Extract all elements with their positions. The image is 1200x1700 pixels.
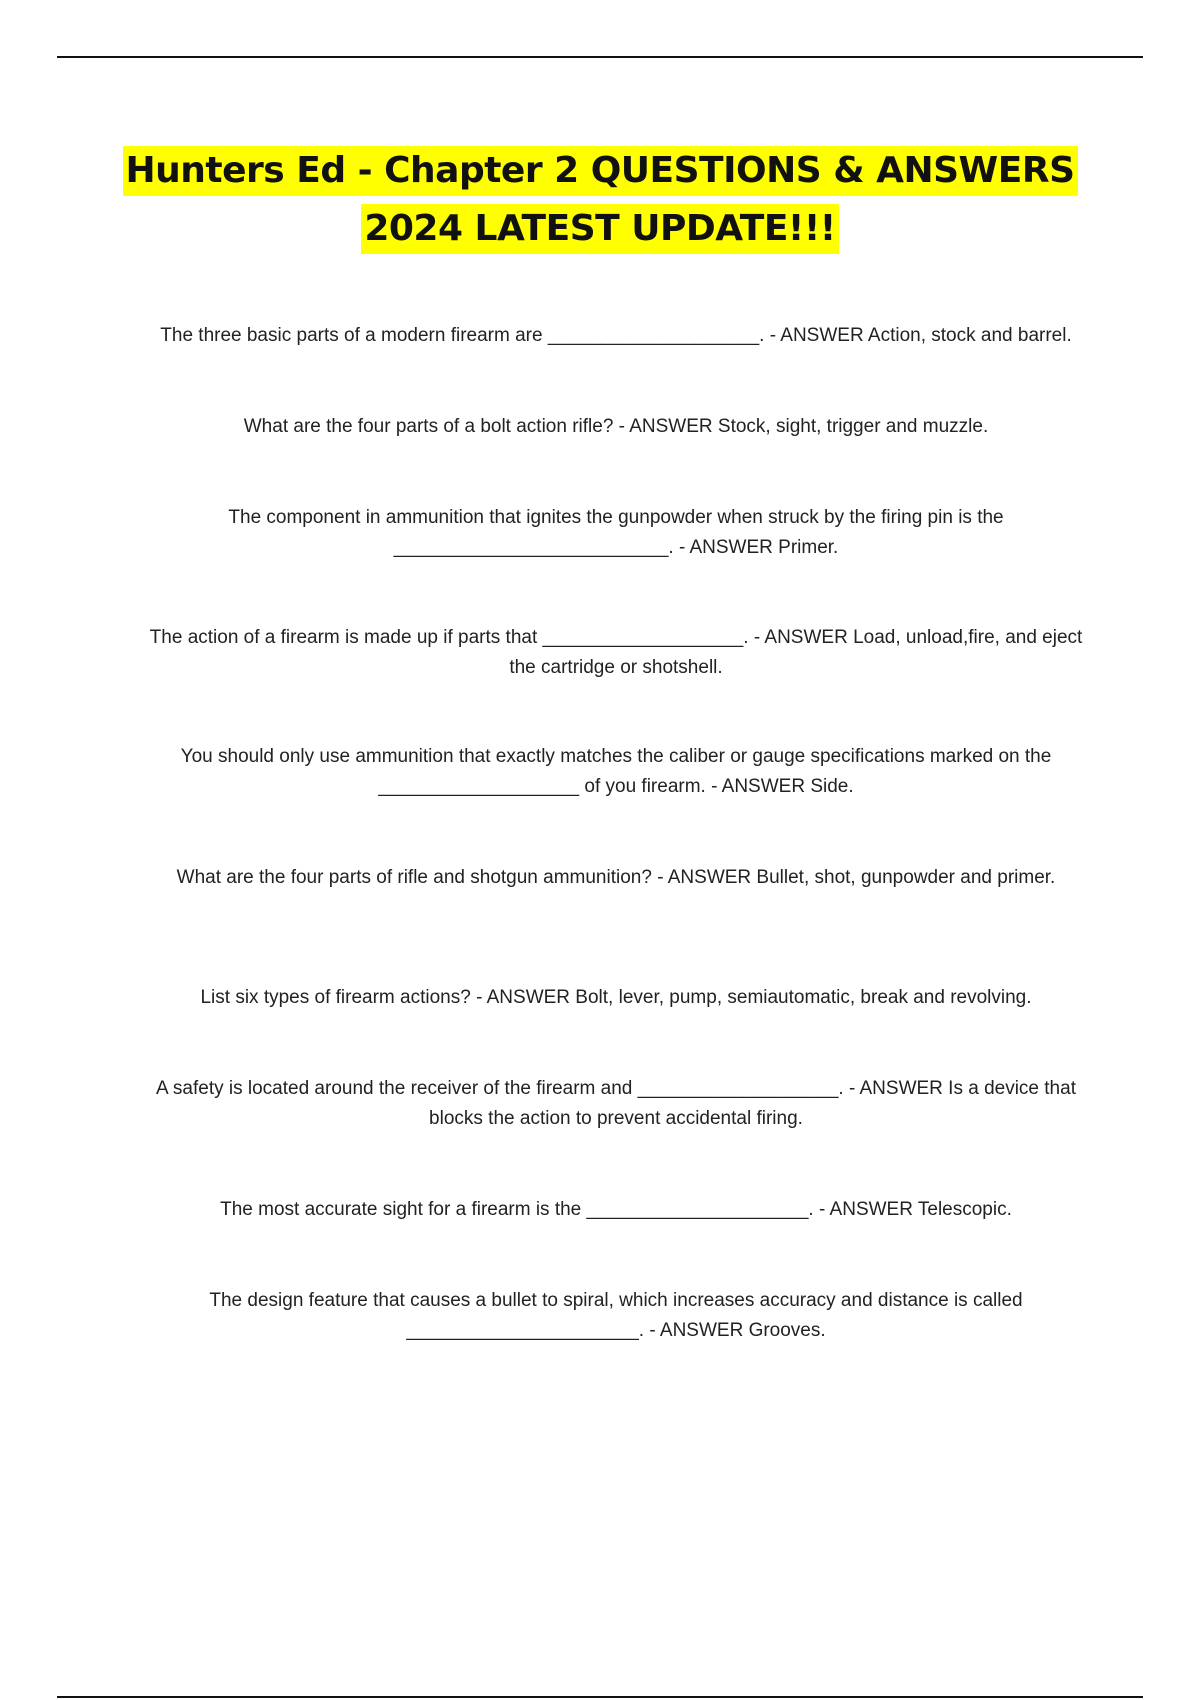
title-line-2: 2024 LATEST UPDATE!!!	[361, 204, 838, 254]
bottom-rule	[57, 1696, 1143, 1698]
qa-item-1: The three basic parts of a modern firearm are ____________________. - ANSWER Action, stock and barrel.	[160, 325, 1072, 346]
top-rule	[57, 56, 1143, 58]
title-line-1: Hunters Ed - Chapter 2 QUESTIONS & ANSWERS	[123, 146, 1078, 196]
qa-item-6: What are the four parts of rifle and shotgun ammunition? - ANSWER Bullet, shot, gunpowder and primer.	[176, 867, 1056, 888]
qa-item-3: The component in ammunition that ignites the gunpowder when struck by the firing pin is the __________________________. - ANSWER Primer.	[228, 507, 1004, 558]
qa-item-9: The most accurate sight for a firearm is the _____________________. - ANSWER Telescopic.	[220, 1199, 1012, 1220]
qa-item-10: The design feature that causes a bullet to spiral, which increases accuracy and distance is called ______________________. - ANSWER Grooves.	[209, 1290, 1023, 1341]
qa-item-7: List six types of firearm actions? - ANSWER Bolt, lever, pump, semiautomatic, break and revolving.	[200, 987, 1032, 1008]
qa-item-5: You should only use ammunition that exactly matches the caliber or gauge specifications marked on the ___________________ of you firearm. - ANSWER Side.	[180, 746, 1052, 797]
qa-item-8: A safety is located around the receiver of the firearm and ___________________. - ANSWER Is a device that blocks the action to prevent accidental firing.	[156, 1078, 1076, 1129]
qa-item-2: What are the four parts of a bolt action rifle? - ANSWER Stock, sight, trigger and muzzle.	[243, 416, 989, 437]
qa-item-4: The action of a firearm is made up if parts that ___________________. - ANSWER Load, unload,fire, and eject the cartridge or shotshell.	[149, 627, 1083, 678]
document-title	[100, 146, 1100, 262]
